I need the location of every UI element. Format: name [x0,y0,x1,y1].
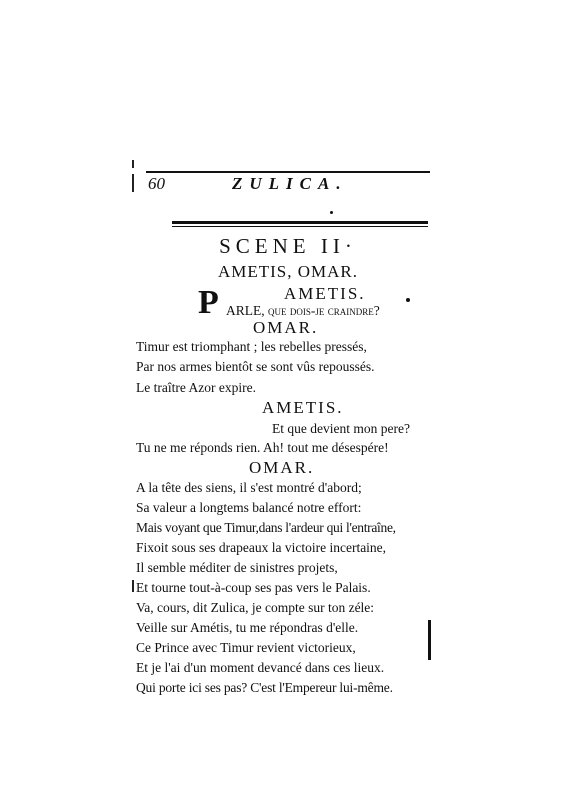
scene-characters: AMETIS, OMAR. [217,262,359,281]
verse-line: Timur est triomphant ; les rebelles pressés, [136,339,367,354]
verse-line: Fixoit sous ses drapeaux la victoire incertaine, [136,540,387,555]
speaker-label: OMAR. [253,318,319,337]
page-header [146,174,428,196]
verse-line: Sa valeur a longtems balancé notre effort: [136,500,362,515]
verse-line: Et je l'ai d'un moment devancé dans ces lieux. [136,660,385,675]
verse-line: Il semble méditer de sinistres projets, [136,560,338,575]
verse-line: Tu ne me réponds rien. Ah! tout me désespére! [136,440,389,455]
margin-mark [132,160,134,168]
running-title: ZULICA. [232,174,348,193]
speaker-label: AMETIS. [262,398,344,417]
ink-dot [406,298,410,302]
verse-line: Ce Prince avec Timur revient victorieux, [136,640,356,655]
verse-line: Le traître Azor expire. [136,380,256,395]
ink-dot [330,211,333,214]
speaker-label: OMAR. [249,458,315,477]
margin-mark [132,580,134,592]
gutter-shadow [428,620,431,660]
ornament-rule-thin [172,226,428,227]
verse-line: Et que devient mon pere? [272,421,410,436]
drop-cap: P [198,284,219,321]
verse-line: Qui porte ici ses pas? C'est l'Empereur lui-même. [136,680,393,695]
scene-title: SCENE II· [219,234,357,258]
verse-line: A la tête des siens, il s'est montré d'abord; [136,480,362,495]
speaker-label: AMETIS. [284,284,366,303]
verse-line: Par nos armes bientôt se sont vûs repoussés. [136,359,375,374]
header-rule [146,171,430,173]
verse-line: Mais voyant que Timur,dans l'ardeur qui l'entraîne, [136,520,396,535]
verse-line: Et tourne tout-à-coup ses pas vers le Palais. [136,580,371,595]
ornament-rule-thick [172,221,428,224]
margin-mark [132,174,134,192]
verse-line: ARLE, que dois-je craindre? [226,303,380,318]
verse-line: Veille sur Amétis, tu me répondras d'elle. [136,620,359,635]
page-number: 60 [148,174,165,193]
verse-line: Va, cours, dit Zulica, je compte sur ton zéle: [136,600,375,615]
